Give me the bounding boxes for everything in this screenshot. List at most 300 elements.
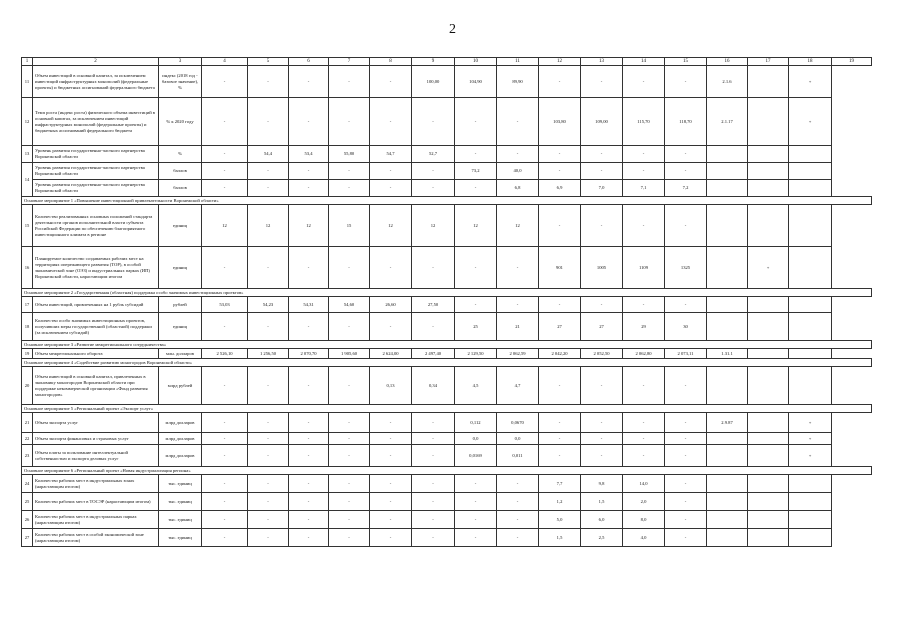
value-cell: -	[412, 413, 455, 433]
value-cell: -	[497, 247, 539, 289]
value-cell	[748, 297, 789, 313]
indicator-name: Уровень развития государственно-частного партнерства Воронежской области	[33, 163, 159, 180]
value-cell: 7,2	[665, 180, 707, 197]
value-cell: -	[665, 66, 707, 98]
value-cell: -	[248, 493, 289, 511]
value-cell: 2 042,20	[539, 349, 581, 359]
value-cell	[789, 180, 832, 197]
value-cell: 12	[455, 205, 497, 247]
column-number-cell: 12	[539, 58, 581, 66]
value-cell: -	[202, 433, 248, 445]
row-number: 23	[22, 445, 33, 467]
value-cell: 29	[623, 313, 665, 341]
value-cell: -	[455, 511, 497, 529]
row-number: 15	[22, 205, 33, 247]
value-cell	[789, 146, 832, 163]
unit-cell: единиц	[159, 247, 202, 289]
value-cell	[748, 475, 789, 493]
value-cell: -	[665, 413, 707, 433]
value-cell: -	[289, 413, 329, 433]
value-cell: 2 073,11	[665, 349, 707, 359]
indicator-name: Объем инвестиций, привлеченных на 1 рубль субсидий	[33, 297, 159, 313]
value-cell: 27	[581, 313, 623, 341]
value-cell: -	[665, 163, 707, 180]
value-cell: 1.31.1	[707, 349, 748, 359]
unit-cell: тыс. единиц	[159, 493, 202, 511]
value-cell: -	[581, 66, 623, 98]
indicator-name: Количество рабочих мест в особой экономической зоне (нарастающим итогом)	[33, 529, 159, 547]
value-cell: 54,31	[289, 297, 329, 313]
value-cell: 2.1.6	[707, 66, 748, 98]
unit-cell: млрд долларов	[159, 413, 202, 433]
value-cell: 118,70	[665, 98, 707, 146]
value-cell	[748, 349, 789, 359]
value-cell: 55,80	[329, 146, 370, 163]
value-cell: 54,7	[370, 146, 412, 163]
value-cell	[707, 297, 748, 313]
column-number-cell: 11	[497, 58, 539, 66]
indicator-name: Количество рабочих мест в индустриальных зонах (нарастающим итогом)	[33, 475, 159, 493]
column-number-cell: 7	[329, 58, 370, 66]
value-cell: 7,7	[539, 475, 581, 493]
value-cell: -	[455, 297, 497, 313]
column-number-cell: 14	[623, 58, 665, 66]
table-row	[22, 247, 872, 289]
indicator-name: Количество рабочих мест в ТОСЭР (нарастающим итогом)	[33, 493, 159, 511]
page-number: 2	[449, 22, 456, 37]
value-cell	[748, 445, 789, 467]
column-number-cell: 6	[289, 58, 329, 66]
table-row	[22, 180, 872, 197]
value-cell: -	[539, 413, 581, 433]
value-cell: -	[412, 475, 455, 493]
value-cell: -	[581, 413, 623, 433]
value-cell: 6,9	[539, 180, 581, 197]
value-cell: -	[370, 511, 412, 529]
value-cell: 12	[497, 205, 539, 247]
indicator-name: Объем инвестиций в основной капитал, за исключением инвестиций инфраструктурных монополий (федеральные проекты) и бюджетных ассигнований федерального бюджета	[33, 66, 159, 98]
value-cell	[789, 297, 832, 313]
indicator-name: Планируемое количество создаваемых рабочих мест на территориях опережающего развития (ТОР), в особой экономической зоне (ОЭЗ) и индустриальных парках (ИП) Воронежской области, нарастающим итогом	[33, 247, 159, 289]
value-cell: -	[202, 247, 248, 289]
section-title: Основное мероприятие 4 «Содействие развитию моногородов Воронежской области»	[22, 359, 872, 367]
value-cell: -	[248, 413, 289, 433]
value-cell: +	[789, 66, 832, 98]
section-title: Основное мероприятие 2 «Государственная (областная) поддержка особо значимых инвестиционных проектов»	[22, 289, 872, 297]
value-cell: +	[789, 98, 832, 146]
value-cell: -	[202, 475, 248, 493]
value-cell: 103,80	[539, 98, 581, 146]
value-cell: 73,2	[455, 163, 497, 180]
row-number: 22	[22, 433, 33, 445]
value-cell	[789, 247, 832, 289]
value-cell: -	[289, 313, 329, 341]
value-cell: 27	[539, 313, 581, 341]
value-cell: -	[623, 445, 665, 467]
unit-cell: тыс. единиц	[159, 529, 202, 547]
value-cell: -	[665, 445, 707, 467]
value-cell: -	[289, 98, 329, 146]
value-cell: -	[370, 413, 412, 433]
value-cell: -	[539, 163, 581, 180]
value-cell	[707, 163, 748, 180]
value-cell: -	[248, 445, 289, 467]
value-cell: 53,4	[289, 146, 329, 163]
value-cell: 15	[329, 205, 370, 247]
value-cell: -	[329, 445, 370, 467]
column-number-cell: 16	[707, 58, 748, 66]
value-cell: -	[539, 367, 581, 405]
value-cell: -	[455, 529, 497, 547]
value-cell: -	[665, 297, 707, 313]
value-cell: -	[497, 529, 539, 547]
indicator-name: Уровень развития государственно-частного партнерства Воронежской области	[33, 180, 159, 197]
value-cell: 54,4	[248, 146, 289, 163]
value-cell: -	[539, 433, 581, 445]
indicator-name: Количество реализованных основных положений стандарта деятельности органов исполнительной власти субъекта Российской Федерации по обеспечению благоприятного инвестиционного климата в регионе	[33, 205, 159, 247]
value-cell: -	[370, 433, 412, 445]
value-cell: 14,0	[623, 475, 665, 493]
value-cell	[707, 529, 748, 547]
value-cell: 12	[202, 205, 248, 247]
section-row	[22, 405, 872, 413]
value-cell: баллов	[159, 163, 202, 180]
value-cell: -	[539, 66, 581, 98]
value-cell: -	[289, 529, 329, 547]
value-cell: 2 526,10	[202, 349, 248, 359]
table-row	[22, 529, 872, 547]
value-cell: -	[202, 445, 248, 467]
value-cell: -	[329, 180, 370, 197]
value-cell	[707, 445, 748, 467]
value-cell: -	[623, 146, 665, 163]
value-cell	[748, 146, 789, 163]
value-cell: -	[329, 529, 370, 547]
value-cell: -	[248, 511, 289, 529]
value-cell: -	[248, 433, 289, 445]
row-number: 20	[22, 367, 33, 405]
value-cell: -	[370, 445, 412, 467]
value-cell: 901	[539, 247, 581, 289]
value-cell: -	[329, 367, 370, 405]
value-cell: -	[202, 493, 248, 511]
value-cell: 4,5	[455, 367, 497, 405]
value-cell: -	[665, 493, 707, 511]
value-cell: -	[289, 367, 329, 405]
unit-cell: единиц	[159, 205, 202, 247]
value-cell: 0,0670	[497, 413, 539, 433]
value-cell: 4,0	[623, 529, 665, 547]
table-row	[22, 433, 872, 445]
indicator-name: Объем инвестиций в основной капитал, привлеченных в экономику моногородов Воронежской области при поддержке некоммерческой организации «Фонд развития моногородов»	[33, 367, 159, 405]
value-cell: 1 256,50	[248, 349, 289, 359]
column-number-cell: 5	[248, 58, 289, 66]
column-number-cell: 10	[455, 58, 497, 66]
column-number-cell: 15	[665, 58, 707, 66]
value-cell: 2.1.17	[707, 98, 748, 146]
row-number: 11	[22, 66, 33, 98]
value-cell: 0,011	[497, 445, 539, 467]
value-cell: -	[665, 475, 707, 493]
row-number: 16	[22, 247, 33, 289]
value-cell: -	[329, 66, 370, 98]
value-cell	[707, 146, 748, 163]
row-number: 12	[22, 98, 33, 146]
value-cell: 0,34	[412, 367, 455, 405]
value-cell: 104,90	[455, 66, 497, 98]
section-row	[22, 289, 872, 297]
value-cell: 2 070,70	[289, 349, 329, 359]
value-cell: 2 497,40	[412, 349, 455, 359]
unit-cell: %	[159, 146, 202, 163]
value-cell: 1325	[665, 247, 707, 289]
value-cell: -	[412, 445, 455, 467]
value-cell: 6,0	[581, 511, 623, 529]
value-cell: -	[370, 313, 412, 341]
value-cell: -	[248, 180, 289, 197]
value-cell: -	[202, 413, 248, 433]
value-cell: -	[581, 367, 623, 405]
value-cell: 12	[289, 205, 329, 247]
value-cell: 27,50	[412, 297, 455, 313]
table-row	[22, 349, 872, 359]
row-number: 13	[22, 146, 33, 163]
value-cell: 1,2	[539, 493, 581, 511]
value-cell	[789, 493, 832, 511]
value-cell: -	[329, 98, 370, 146]
value-cell: -	[370, 163, 412, 180]
value-cell	[789, 511, 832, 529]
column-number-cell: 13	[581, 58, 623, 66]
table-row	[22, 98, 872, 146]
value-cell: -	[623, 413, 665, 433]
table-row	[22, 146, 872, 163]
value-cell: -	[202, 313, 248, 341]
value-cell: -	[581, 445, 623, 467]
indicator-name: Количество особо значимых инвестиционных проектов, получивших меры государственной (областной) поддержки (за исключением субсидий)	[33, 313, 159, 341]
value-cell: -	[370, 475, 412, 493]
value-cell: -	[665, 433, 707, 445]
value-cell: -	[497, 98, 539, 146]
value-cell: -	[329, 413, 370, 433]
unit-cell: млрд рублей	[159, 367, 202, 405]
value-cell: -	[665, 205, 707, 247]
value-cell: 1109	[623, 247, 665, 289]
value-cell: -	[202, 529, 248, 547]
unit-cell: млн. долларов	[159, 349, 202, 359]
value-cell: 100,00	[412, 66, 455, 98]
table-row	[22, 475, 872, 493]
value-cell: баллов	[159, 180, 202, 197]
value-cell: -	[497, 475, 539, 493]
value-cell: -	[455, 475, 497, 493]
value-cell	[707, 367, 748, 405]
value-cell: 89,90	[497, 66, 539, 98]
table-row	[22, 413, 872, 433]
value-cell: -	[623, 367, 665, 405]
section-title: Основное мероприятие 1 «Повышение инвестиционной привлекательности Воронежской области»	[22, 197, 872, 205]
value-cell: -	[370, 98, 412, 146]
value-cell	[748, 529, 789, 547]
value-cell: -	[497, 511, 539, 529]
value-cell: -	[370, 247, 412, 289]
value-cell: -	[412, 247, 455, 289]
column-number-cell: 18	[789, 58, 832, 66]
value-cell: 2.9.87	[707, 413, 748, 433]
value-cell: -	[412, 433, 455, 445]
value-cell: -	[370, 529, 412, 547]
column-number-cell: 8	[370, 58, 412, 66]
value-cell: -	[497, 493, 539, 511]
value-cell	[707, 205, 748, 247]
value-cell: -	[455, 247, 497, 289]
column-number-cell: 2	[33, 58, 159, 66]
value-cell: -	[665, 146, 707, 163]
column-number-cell: 19	[832, 58, 872, 66]
value-cell	[748, 493, 789, 511]
value-cell: -	[665, 529, 707, 547]
value-cell: 0,0169	[455, 445, 497, 467]
value-cell: 4,7	[497, 367, 539, 405]
value-cell: 1,5	[539, 529, 581, 547]
value-cell: +	[789, 445, 832, 467]
row-number: 18	[22, 313, 33, 341]
value-cell	[789, 163, 832, 180]
table-row	[22, 313, 872, 341]
value-cell: -	[289, 180, 329, 197]
table-row	[22, 205, 872, 247]
column-number-cell: 9	[412, 58, 455, 66]
value-cell: -	[665, 511, 707, 529]
value-cell: -	[455, 180, 497, 197]
column-number-cell: 3	[159, 58, 202, 66]
value-cell: -	[202, 511, 248, 529]
row-number: 14	[22, 163, 33, 197]
value-cell: -	[289, 445, 329, 467]
value-cell: 54,60	[329, 297, 370, 313]
value-cell: 53,03	[202, 297, 248, 313]
value-cell: -	[623, 297, 665, 313]
value-cell: -	[623, 163, 665, 180]
column-number-row	[22, 58, 872, 66]
indicator-name: Объем экспорта услуг	[33, 413, 159, 433]
column-number-cell: 1	[22, 58, 33, 66]
value-cell: -	[248, 367, 289, 405]
row-number: 17	[22, 297, 33, 313]
table-row	[22, 163, 872, 180]
value-cell: 2,0	[623, 493, 665, 511]
value-cell: -	[623, 66, 665, 98]
value-cell: -	[539, 445, 581, 467]
value-cell: 0,112	[455, 413, 497, 433]
value-cell	[707, 433, 748, 445]
value-cell: -	[370, 180, 412, 197]
value-cell	[748, 205, 789, 247]
value-cell: -	[412, 493, 455, 511]
indicator-name: Объем межрегионального оборота	[33, 349, 159, 359]
section-row	[22, 197, 872, 205]
value-cell: -	[202, 163, 248, 180]
value-cell: -	[248, 247, 289, 289]
indicator-name: Объем платы за пользование интеллектуальной собственностью и экспорта деловых услуг	[33, 445, 159, 467]
value-cell: -	[665, 367, 707, 405]
value-cell: -	[623, 205, 665, 247]
section-row	[22, 467, 872, 475]
value-cell: -	[497, 297, 539, 313]
value-cell: -	[289, 433, 329, 445]
value-cell: -	[581, 433, 623, 445]
value-cell	[748, 511, 789, 529]
value-cell	[789, 475, 832, 493]
value-cell	[748, 313, 789, 341]
value-cell: 0,13	[370, 367, 412, 405]
value-cell: -	[412, 529, 455, 547]
value-cell: -	[412, 180, 455, 197]
value-cell: 30	[665, 313, 707, 341]
value-cell: 5,0	[539, 511, 581, 529]
value-cell	[789, 205, 832, 247]
value-cell: -	[329, 433, 370, 445]
value-cell: -	[329, 313, 370, 341]
value-cell: 1,5	[581, 493, 623, 511]
value-cell: -	[623, 433, 665, 445]
value-cell: -	[412, 313, 455, 341]
value-cell	[748, 433, 789, 445]
table-row	[22, 297, 872, 313]
value-cell: -	[412, 98, 455, 146]
value-cell: -	[412, 163, 455, 180]
unit-cell: единиц	[159, 313, 202, 341]
value-cell: -	[202, 98, 248, 146]
value-cell	[707, 475, 748, 493]
unit-cell: млрд долларов	[159, 445, 202, 467]
value-cell: -	[289, 247, 329, 289]
indicator-name: Темп роста (индекс роста) физического объема инвестиций в основной капитал, за исключением инвестиций инфраструктурных монополий (федеральные проекты) и бюджетных ассигнований федерального бюджета	[33, 98, 159, 146]
value-cell: 2 052,50	[581, 349, 623, 359]
value-cell: -	[539, 146, 581, 163]
column-number-cell: 4	[202, 58, 248, 66]
value-cell: -	[455, 98, 497, 146]
value-cell	[789, 529, 832, 547]
value-cell	[748, 180, 789, 197]
unit-cell: рублей	[159, 297, 202, 313]
value-cell: -	[248, 529, 289, 547]
table-row	[22, 367, 872, 405]
value-cell: 26,60	[370, 297, 412, 313]
value-cell: -	[581, 205, 623, 247]
value-cell	[748, 163, 789, 180]
value-cell: -	[329, 493, 370, 511]
value-cell: 115,70	[623, 98, 665, 146]
section-title: Основное мероприятие 3 «Развитие межрегионального сотрудничества»	[22, 341, 872, 349]
row-number: 25	[22, 493, 33, 511]
unit-cell: % к 2020 году	[159, 98, 202, 146]
table-row	[22, 493, 872, 511]
value-cell: +	[789, 433, 832, 445]
indicator-name: Количество рабочих мест в индустриальных парках (нарастающим итогом)	[33, 511, 159, 529]
indicators-table	[21, 57, 872, 547]
value-cell	[789, 349, 832, 359]
section-title: Основное мероприятие 6 «Региональный проект «Новая индустриализация региона»	[22, 467, 872, 475]
unit-cell: тыс. единиц	[159, 511, 202, 529]
value-cell: -	[329, 247, 370, 289]
value-cell: 12	[370, 205, 412, 247]
value-cell	[707, 511, 748, 529]
value-cell	[707, 493, 748, 511]
value-cell	[707, 180, 748, 197]
value-cell: -	[289, 511, 329, 529]
table-row	[22, 66, 872, 98]
